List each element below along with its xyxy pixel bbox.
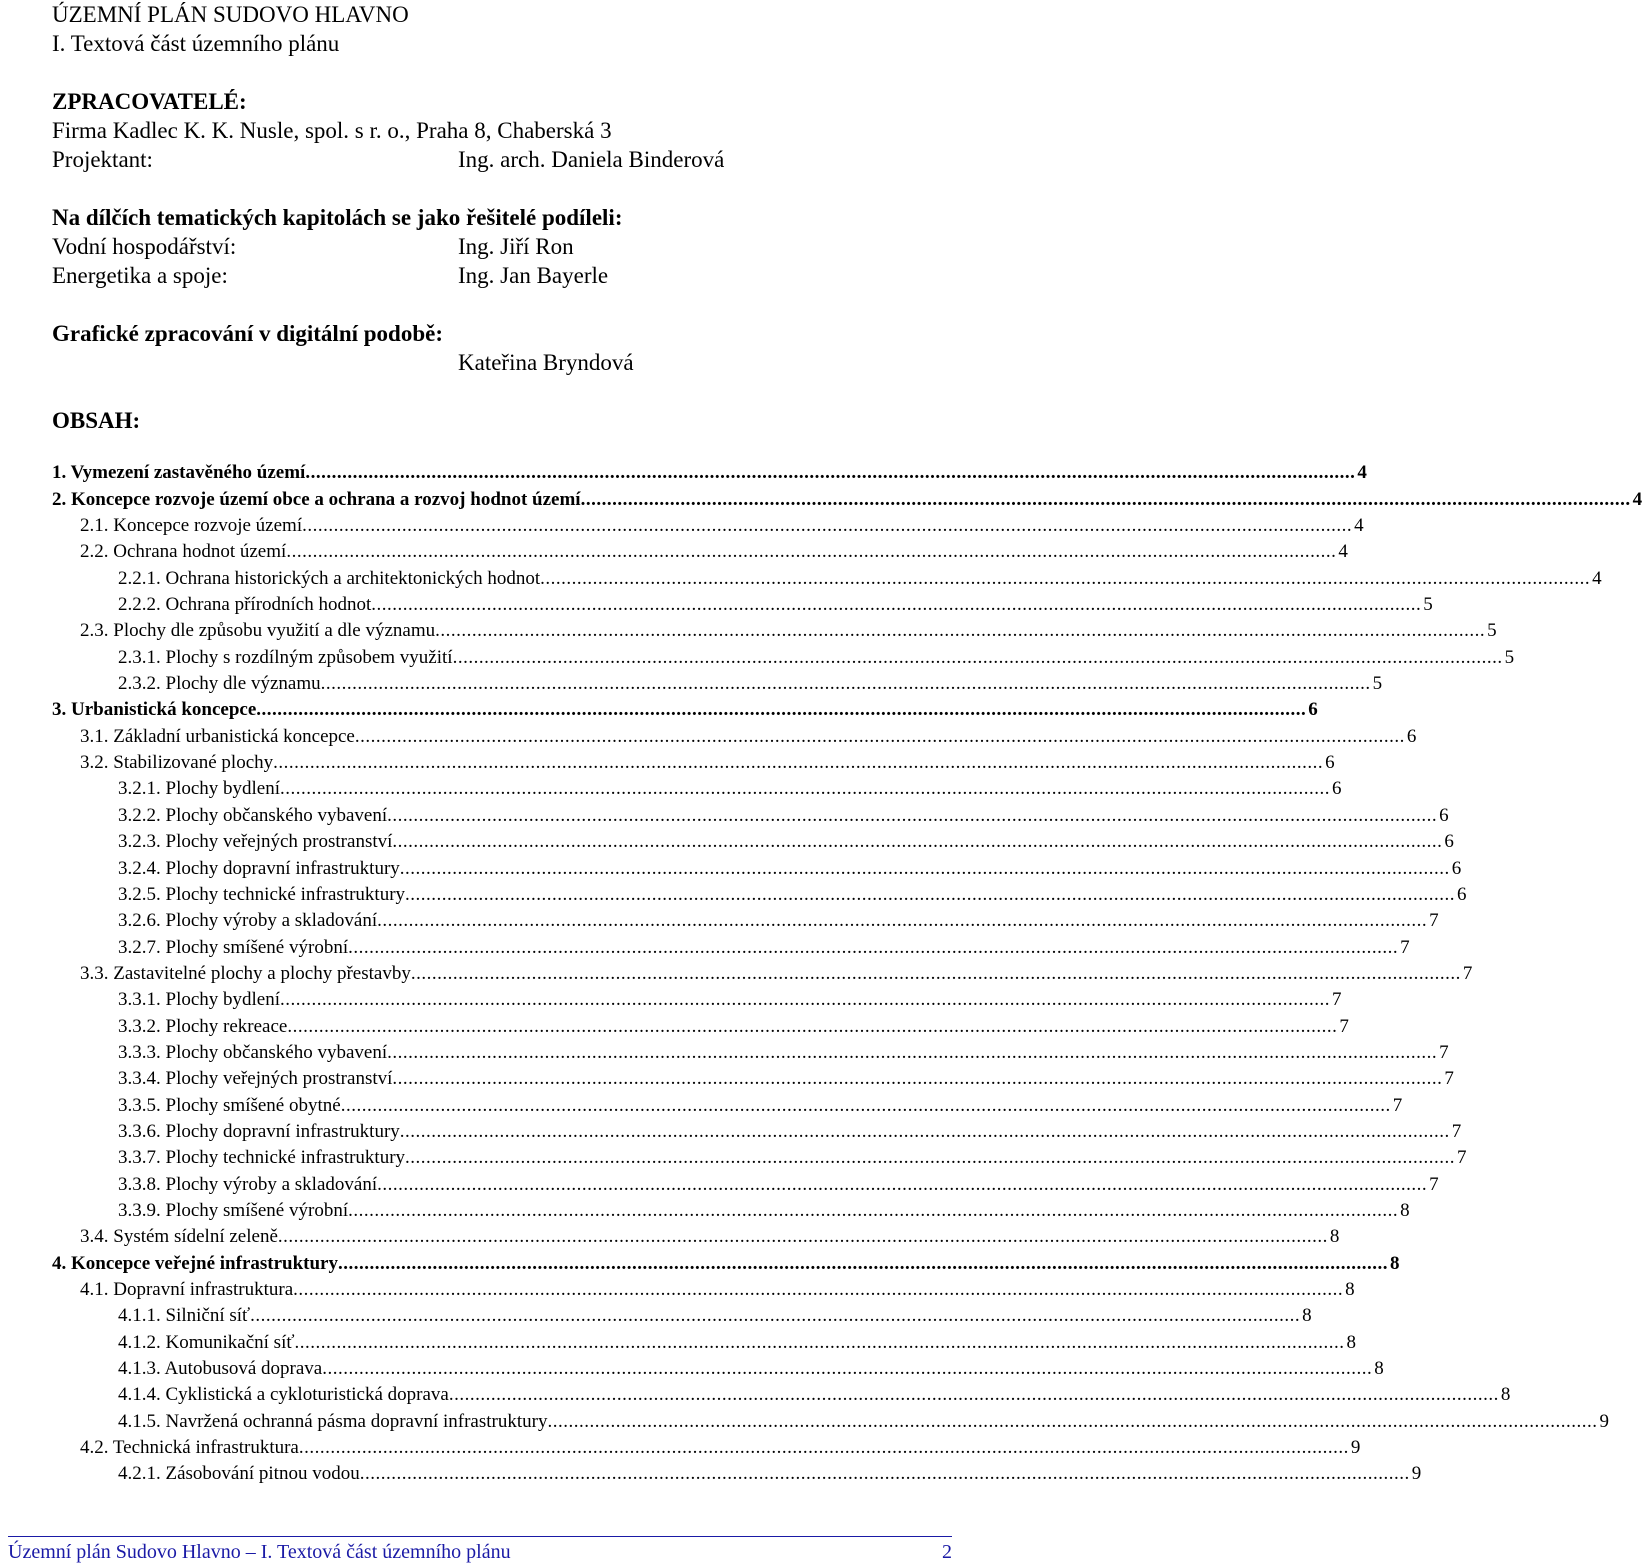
toc-entry-page: 8 [1302,1305,1312,1327]
toc-entry[interactable] [52,985,1342,1011]
toc-entry[interactable] [52,800,1449,826]
toc-entry-title: 4.1.1. Silniční síť [118,1305,251,1327]
graficke-name: Kateřina Bryndová [458,350,634,375]
toc-entry[interactable] [52,1354,1384,1380]
toc-entry[interactable] [52,721,1417,747]
toc-dot-leader: ........................................................................................................................................................................................................ [354,725,1405,747]
toc-entry-title: 3.3.5. Plochy smíšené obytné [118,1094,341,1116]
toc-entry-page: 7 [1462,962,1473,984]
toc-entry[interactable] [52,484,1642,510]
toc-entry[interactable] [52,1433,1361,1459]
toc-entry-title: 1. Vymezení zastavěného území [52,462,306,484]
toc-entry-page: 4 [1632,488,1642,510]
toc-dot-leader: ........................................................................................................................................................................................................ [322,1358,1373,1380]
toc-entry-page: 6 [1332,778,1342,800]
toc-entry-title: 4. Koncepce veřejné infrastruktury [52,1252,338,1274]
toc-entry-title: 4.1.3. Autobusová doprava [118,1358,323,1380]
toc-entry-title: 2. Koncepce rozvoje území obce a ochrana a rozvoj hodnot území [52,488,581,510]
page-footer [8,1536,952,1565]
toc-entry-page: 7 [1444,1068,1454,1090]
toc-dot-leader: ........................................................................................................................................................................................................ [410,962,1461,984]
toc-entry-title: 3.2.3. Plochy veřejných prostranství [118,831,393,853]
toc-entry[interactable] [52,1038,1449,1064]
toc-dot-leader: ........................................................................................................................................................................................................ [256,699,1307,721]
toc-entry-page: 4 [1592,567,1602,589]
toc-entry-page: 9 [1411,1463,1422,1485]
toc-entry-page: 8 [1346,1331,1356,1353]
toc-dot-leader: ........................................................................................................................................................................................................ [377,1173,1428,1195]
toc-entry[interactable] [52,458,1367,484]
toc-dot-leader: ........................................................................................................................................................................................................ [392,831,1443,853]
toc-dot-leader: ........................................................................................................................................................................................................ [387,1041,1438,1063]
toc-dot-leader: ........................................................................................................................................................................................................ [277,1226,1328,1248]
toc-dot-leader: ........................................................................................................................................................................................................ [287,1015,1338,1037]
toc-entry-page: 6 [1308,699,1318,721]
toc-entry-title: 2.2.1. Ochrana historických a architektonických hodnot [118,567,541,589]
toc-entry[interactable] [52,853,1462,879]
toc-entry[interactable] [52,1143,1467,1169]
toc-entry-page: 4 [1338,541,1348,563]
toc-entry-title: 3.2.5. Plochy technické infrastruktury [118,883,406,905]
toc-entry-title: 3.3.4. Plochy veřejných prostranství [118,1068,393,1090]
toc-entry-title: 3.2.2. Plochy občanského vybavení [118,804,388,826]
toc-entry-page: 6 [1457,883,1467,905]
toc-entry-title: 4.2.1. Zásobování pitnou vodou [118,1463,360,1485]
toc-entry-page: 7 [1392,1094,1403,1116]
toc-entry-title: 3. Urbanistická koncepce [52,699,257,721]
toc-entry[interactable] [52,563,1602,589]
toc-dot-leader: ........................................................................................................................................................................................................ [280,989,1331,1011]
toc-entry[interactable] [52,642,1515,668]
toc-dot-leader: ........................................................................................................................................................................................................ [359,1463,1410,1485]
toc-entry-page: 9 [1599,1410,1609,1432]
toc-entry[interactable] [52,1380,1511,1406]
toc-entry-page: 8 [1329,1226,1340,1248]
vodni-label: Vodní hospodářství: [52,234,237,259]
toc-entry[interactable] [52,1011,1349,1037]
toc-entry[interactable] [52,1327,1356,1353]
toc-entry-title: 3.3.3. Plochy občanského vybavení [118,1041,388,1063]
toc-entry-page: 8 [1345,1279,1355,1300]
toc-dot-leader: ........................................................................................................................................................................................................ [547,1410,1598,1432]
toc-entry[interactable] [52,1117,1462,1143]
projektant-name: Ing. arch. Daniela Binderová [458,147,725,172]
toc-entry-page: 8 [1390,1252,1400,1274]
toc-entry-title: 2.1. Koncepce rozvoje území [80,515,303,537]
toc-entry-title: 3.2.7. Plochy smíšené výrobní [118,936,349,958]
toc-entry[interactable] [52,1196,1410,1222]
toc-entry-page: 7 [1429,910,1439,932]
toc-dot-leader: ........................................................................................................................................................................................................ [448,1384,1499,1406]
toc-dot-leader: ........................................................................................................................................................................................................ [286,541,1337,563]
toc-dot-leader: ........................................................................................................................................................................................................ [399,857,1450,879]
vodni-name: Ing. Jiří Ron [458,234,574,259]
toc-entry[interactable] [52,590,1433,616]
toc-dot-leader: ........................................................................................................................................................................................................ [302,515,1353,537]
toc-dot-leader: ........................................................................................................................................................................................................ [280,778,1331,800]
toc-entry[interactable] [52,1169,1439,1195]
toc-entry[interactable] [52,1222,1340,1248]
toc-entry[interactable] [52,1090,1403,1116]
toc-entry-title: 4.1.2. Komunikační síť [118,1331,295,1353]
toc-dot-leader: ........................................................................................................................................................................................................ [540,567,1591,589]
toc-entry[interactable] [52,511,1364,537]
toc-entry[interactable] [52,774,1342,800]
toc-entry-page: 5 [1372,673,1383,695]
toc-entry-title: 3.2.4. Plochy dopravní infrastruktury [118,857,400,879]
toc-entry[interactable] [52,932,1410,958]
zpracovatele-heading: ZPRACOVATELÉ: [52,89,247,114]
toc-entry-page: 6 [1325,752,1335,774]
toc-entry-page: 7 [1439,1041,1449,1063]
toc-dot-leader: ........................................................................................................................................................................................................ [392,1068,1443,1090]
toc-dot-leader: ........................................................................................................................................................................................................ [298,1437,1349,1459]
toc-entry-title: 4.1.5. Navržená ochranná pásma dopravní infrastruktury [118,1410,548,1432]
toc-dot-leader: ........................................................................................................................................................................................................ [377,910,1428,932]
toc-entry-page: 6 [1439,804,1449,826]
toc-entry-title: 3.2. Stabilizované plochy [80,752,274,774]
resitele-heading: Na dílčích tematických kapitolách se jako řešitelé podíleli: [52,205,623,230]
toc-entry-title: 3.2.6. Plochy výroby a skladování [118,910,378,932]
toc-entry[interactable] [52,537,1348,563]
toc-entry-page: 7 [1429,1173,1439,1195]
toc-entry-title: 2.2.2. Ochrana přírodních hodnot [118,594,372,616]
toc-entry-page: 5 [1423,594,1433,616]
toc-entry-title: 4.1. Dopravní infrastruktura [80,1279,294,1300]
toc-dot-leader: ........................................................................................................................................................................................................ [250,1305,1301,1327]
toc-entry[interactable] [52,1275,1355,1301]
toc-entry-page: 4 [1354,515,1364,537]
toc-dot-leader: ........................................................................................................................................................................................................ [305,462,1356,484]
energetika-name: Ing. Jan Bayerle [458,263,609,288]
toc-dot-leader: ........................................................................................................................................................................................................ [293,1279,1344,1300]
document-subtitle: I. Textová část územního plánu [52,31,340,56]
graficke-heading: Grafické zpracování v digitální podobě: [52,321,443,346]
toc-entry-page: 7 [1451,1120,1462,1142]
toc-entry-page: 7 [1339,1015,1349,1037]
footer-page-number: 2 [942,1541,952,1563]
toc-dot-leader: ........................................................................................................................................................................................................ [580,488,1631,510]
obsah-heading: OBSAH: [52,408,141,433]
toc-entry-page: 6 [1451,857,1462,879]
toc-dot-leader: ........................................................................................................................................................................................................ [435,620,1486,642]
document-title: ÚZEMNÍ PLÁN SUDOVO HLAVNO [52,2,409,27]
toc-entry[interactable] [52,695,1318,721]
energetika-label: Energetika a spoje: [52,263,228,288]
toc-entry[interactable] [52,827,1454,853]
toc-entry[interactable] [52,1064,1454,1090]
toc-entry-page: 8 [1400,1199,1410,1221]
toc-entry-title: 3.3.1. Plochy bydlení [118,989,281,1011]
toc-entry[interactable] [52,616,1497,642]
toc-entry[interactable] [52,1248,1400,1274]
toc-entry-page: 8 [1500,1384,1511,1406]
toc-dot-leader: ........................................................................................................................................................................................................ [338,1252,1388,1274]
toc-entry-title: 4.1.4. Cyklistická a cykloturistická doprava [118,1384,449,1406]
firma-line: Firma Kadlec K. K. Nusle, spol. s r. o., Praha 8, Chaberská 3 [52,118,612,143]
toc-dot-leader: ........................................................................................................................................................................................................ [273,752,1324,774]
toc-entry-page: 7 [1400,936,1410,958]
toc-dot-leader: ........................................................................................................................................................................................................ [348,936,1399,958]
toc-entry[interactable] [52,880,1467,906]
toc-dot-leader: ........................................................................................................................................................................................................ [348,1199,1399,1221]
toc-entry-page: 9 [1350,1437,1361,1459]
toc-entry-title: 4.2. Technická infrastruktura [80,1437,299,1459]
toc-entry-title: 3.1. Základní urbanistická koncepce [80,725,355,747]
toc-entry-title: 3.4. Systém sídelní zeleně [80,1226,278,1248]
toc-dot-leader: ........................................................................................................................................................................................................ [371,594,1422,616]
footer-title: Územní plán Sudovo Hlavno – I. Textová část územního plánu [8,1541,511,1563]
toc-entry[interactable] [52,1301,1312,1327]
toc-entry-title: 2.3.1. Plochy s rozdílným způsobem využití [118,646,453,668]
toc-dot-leader: ........................................................................................................................................................................................................ [387,804,1438,826]
toc-dot-leader: ........................................................................................................................................................................................................ [320,673,1371,695]
toc-entry-title: 3.3.7. Plochy technické infrastruktury [118,1147,406,1169]
toc-entry-page: 8 [1374,1358,1384,1380]
toc-entry-title: 2.2. Ochrana hodnot území [80,541,287,563]
toc-entry-page: 5 [1487,620,1497,642]
toc-dot-leader: ........................................................................................................................................................................................................ [294,1331,1345,1353]
toc-dot-leader: ........................................................................................................................................................................................................ [452,646,1503,668]
toc-dot-leader: ........................................................................................................................................................................................................ [405,883,1456,905]
table-of-contents [52,458,1642,1485]
toc-entry[interactable] [52,906,1439,932]
toc-entry-page: 7 [1457,1147,1467,1169]
toc-dot-leader: ........................................................................................................................................................................................................ [340,1094,1391,1116]
toc-entry[interactable] [52,669,1383,695]
toc-entry[interactable] [52,1459,1422,1485]
toc-entry-title: 3.3. Zastavitelné plochy a plochy přestavby [80,962,411,984]
toc-entry[interactable] [52,748,1335,774]
toc-entry-page: 6 [1406,725,1417,747]
toc-entry-title: 3.3.6. Plochy dopravní infrastruktury [118,1120,400,1142]
toc-entry-title: 3.2.1. Plochy bydlení [118,778,281,800]
toc-entry-title: 2.3. Plochy dle způsobu využití a dle významu [80,620,436,642]
toc-entry-title: 3.3.9. Plochy smíšené výrobní [118,1199,349,1221]
toc-entry[interactable] [52,959,1473,985]
projektant-label: Projektant: [52,147,153,172]
toc-dot-leader: ........................................................................................................................................................................................................ [399,1120,1450,1142]
toc-entry[interactable] [52,1406,1609,1432]
toc-entry-title: 3.3.8. Plochy výroby a skladování [118,1173,378,1195]
toc-entry-title: 3.3.2. Plochy rekreace [118,1015,288,1037]
toc-entry-page: 7 [1332,989,1342,1011]
toc-dot-leader: ........................................................................................................................................................................................................ [405,1147,1456,1169]
toc-entry-page: 6 [1444,831,1454,853]
toc-entry-page: 4 [1357,462,1367,484]
toc-entry-page: 5 [1504,646,1515,668]
toc-entry-title: 2.3.2. Plochy dle významu [118,673,321,695]
